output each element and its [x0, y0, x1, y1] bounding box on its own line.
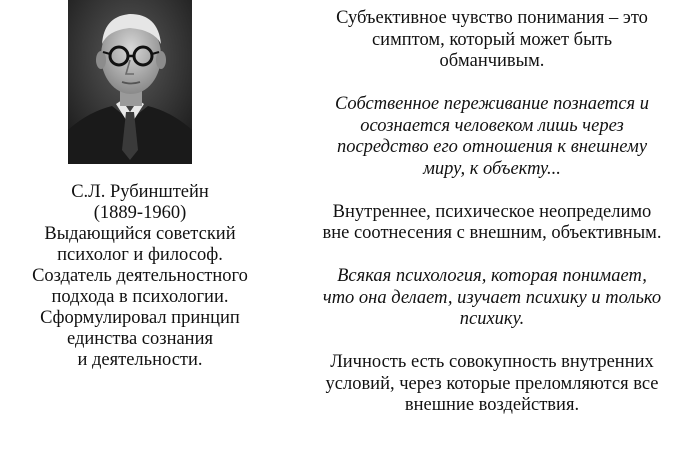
bio-line: Выдающийся советский: [44, 224, 236, 244]
portrait-illustration: [68, 0, 192, 164]
quotes-column: [290, 8, 694, 417]
bio-line: и деятельности.: [77, 350, 203, 370]
quote-2: Собственное переживание познается и осознается человеком лишь через посредство его отношения к внешнему миру, к объекту...: [334, 94, 650, 179]
quote-3: Внутреннее, психическое неопределимо вне соотнесения с внешним, объективным.: [322, 201, 662, 243]
portrait-photo: [68, 0, 192, 164]
quote-5: Личность есть совокупность внутренних условий, через которые преломляются все внешние воздействия.: [325, 352, 659, 415]
quote-4: Всякая психология, которая понимает, что она делает, изучает психику и только психику.: [322, 266, 662, 329]
life-years: (1889-1960): [93, 203, 187, 223]
bio-line: Сформулировал принцип: [40, 308, 240, 328]
quote-1: Субъективное чувство понимания – это симптом, который может быть обманчивым.: [336, 8, 648, 71]
bio-line: подхода в психологии.: [51, 287, 229, 307]
bio-line: психолог и философ.: [57, 245, 223, 265]
bio-line: Создатель деятельностного: [32, 266, 248, 286]
person-name: С.Л. Рубинштейн: [71, 182, 209, 202]
biography-caption: [8, 182, 272, 371]
bio-line: единства сознания: [67, 329, 213, 349]
